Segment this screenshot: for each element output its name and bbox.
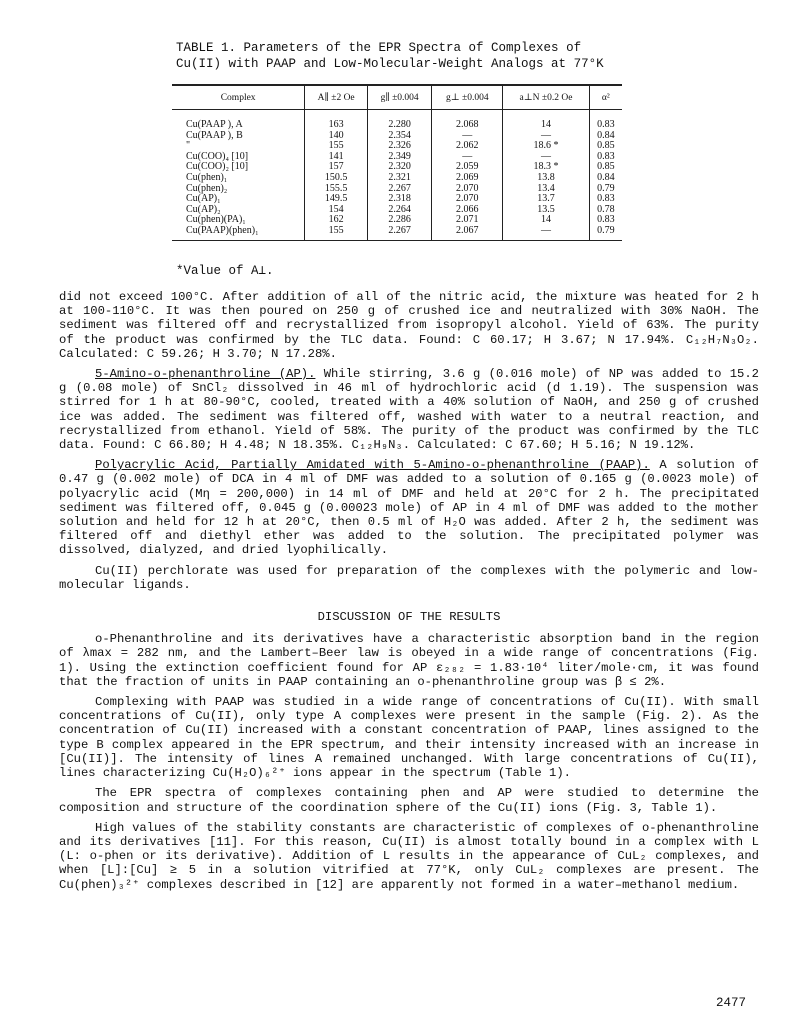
table-cell: 155 <box>305 141 368 152</box>
section-run-in-title: Polyacrylic Acid, Partially Amidated with 5-Amino-o-phenanthroline (PAAP). <box>95 458 650 473</box>
table-cell: 2.280 <box>367 110 431 131</box>
table-cell: 14 <box>503 215 589 226</box>
col-header-g-parallel: g∥ ±0.004 <box>367 85 431 110</box>
table-cell: 14 <box>503 110 589 131</box>
table-cell: 0.84 <box>589 131 622 142</box>
table-cell: — <box>432 131 503 142</box>
paragraph-ap-synthesis <box>59 367 759 452</box>
table-cell: Cu(COO)₄ [10] <box>186 150 249 162</box>
table-cell: 0.79 <box>589 226 622 240</box>
col-header-a-parallel: A∥ ±2 Oe <box>305 85 368 110</box>
table-cell: 0.84 <box>589 173 622 184</box>
col-header-alpha: α² <box>589 85 622 110</box>
table-cell: 13.5 <box>503 205 589 216</box>
paragraph: Complexing with PAAP was studied in a wide range of concentrations of Cu(II). With small concentrations of Cu(II), only type A complexes were present in the sample (Fig. 2). As the concentration of Cu(II) increased with a constant concentration of PAAP, lines assigned to the type B complex appeared in the EPR spectrum, and their intensity increased with an increase in [Cu(II)]. The intensity of lines A remained unchanged. With large concentrations of Cu(II), lines characterizing Cu(H₂O)₆²⁺ ions appear in the spectrum (Table 1). <box>59 695 759 781</box>
table-cell: 155.5 <box>305 184 368 195</box>
table-cell: 13.8 <box>503 173 589 184</box>
table-cell: Cu(PAAP ), A <box>186 119 243 130</box>
table-cell: 2.066 <box>432 205 503 216</box>
table-cell: 13.7 <box>503 194 589 205</box>
table-cell: Cu(PAAP ), B <box>186 129 243 141</box>
table-cell: Cu(phen)₂ <box>186 182 228 194</box>
table-cell: 141 <box>305 152 368 163</box>
table-footnote: *Value of A⊥. <box>176 264 274 278</box>
table-cell: 0.79 <box>589 184 622 195</box>
paragraph: The EPR spectra of complexes containing phen and AP were studied to determine the composition and structure of the coordination sphere of the Cu(II) ions (Fig. 3, Table 1). <box>59 786 759 815</box>
table-cell: 2.354 <box>367 131 431 142</box>
table-cell: 149.5 <box>305 194 368 205</box>
table-cell: 162 <box>305 215 368 226</box>
table-cell: Cu(phen)₁ <box>186 171 228 183</box>
table-body <box>172 110 622 241</box>
section-run-in-title: 5-Amino-o-phenanthroline (AP). <box>95 367 316 382</box>
table-cell: 2.318 <box>367 194 431 205</box>
table-cell: 2.070 <box>432 194 503 205</box>
table-caption: TABLE 1. Parameters of the EPR Spectra of Complexes of Cu(II) with PAAP and Low-Molecular-Weight Analogs at 77°K <box>176 41 604 71</box>
table-row <box>172 226 622 240</box>
table-cell: Cu(phen)(PA)₁ <box>186 214 246 226</box>
table-cell: 18.3 * <box>503 162 589 173</box>
col-header-g-perp: g⊥ ±0.004 <box>432 85 503 110</box>
paragraph-paap-synthesis <box>59 458 759 557</box>
table-cell: — <box>432 152 503 163</box>
table-cell: 140 <box>305 131 368 142</box>
col-header-a-n: a⊥N ±0.2 Oe <box>503 85 589 110</box>
table-cell: 2.286 <box>367 215 431 226</box>
table-cell: 18.6 * <box>503 141 589 152</box>
table-row <box>172 110 622 131</box>
table-cell: 0.83 <box>589 110 622 131</box>
paragraph-text: While stirring, 3.6 g (0.016 mole) of NP was added to 15.2 g (0.08 mole) of SnCl₂ dissolved in 46 ml of hydrochloric acid (d 1.19). The suspension was stirred for 1 h at 80-90°C, cooled, treated with a 40% solution of NaOH, and 250 g of crushed ice was added. The sediment was filtered off, washed with water to a neutral reaction, and recrystallized from ethanol. Yield of 58%. The purity of the product was confirmed by the TLC data. Found: C 66.80; H 4.48; N 18.35%. C₁₂H₉N₃. Calculated: C 67.60; H 5.16; N 19.12%. <box>59 367 759 453</box>
page-number: 2477 <box>716 996 747 1010</box>
col-header-complex: Complex <box>172 85 305 110</box>
table-cell: — <box>503 131 589 142</box>
table-cell: Cu(PAAP)(phen)₁ <box>172 226 305 240</box>
table-cell: 2.071 <box>432 215 503 226</box>
table-cell: 0.83 <box>589 215 622 226</box>
table-cell: 150.5 <box>305 173 368 184</box>
table-cell: 0.85 <box>589 141 622 152</box>
table-cell: 0.85 <box>589 162 622 173</box>
table-cell: 2.067 <box>432 226 503 240</box>
table-row <box>172 173 622 184</box>
section-heading: DISCUSSION OF THE RESULTS <box>317 610 501 625</box>
table-cell: 2.068 <box>432 110 503 131</box>
table-cell: 0.83 <box>589 194 622 205</box>
paragraph-text: A solution of 0.47 g (0.002 mole) of DCA in 4 ml of DMF was added to a solution of 0.165 g (0.0023 mole) of polyacrylic acid (Mη = 200,000) in 14 ml of DMF and held at 20°C for 2 h. The precipitated sediment was filtered off, 0.045 g (0.00023 mole) of AP in 4 ml of DMF was added to the mother solution and held for 12 h at 20°C, then 0.5 ml of H₂O was added. After 2 h, the sediment was filtered off and diethyl ether was added to the solution. The precipitated polymer was dissolved, dialyzed, and dried lyophilically. <box>59 458 759 558</box>
table-cell: " <box>186 140 191 152</box>
table-cell: 2.320 <box>367 162 431 173</box>
table-cell: Cu(AP)₁ <box>186 193 221 205</box>
table-cell: — <box>503 152 589 163</box>
table-cell: 13.4 <box>503 184 589 195</box>
table-cell: 2.069 <box>432 173 503 184</box>
table-cell: 2.264 <box>367 205 431 216</box>
table-cell: 2.267 <box>367 226 431 240</box>
epr-parameters-table <box>172 84 622 241</box>
table-cell: 2.321 <box>367 173 431 184</box>
table-cell: 2.267 <box>367 184 431 195</box>
paragraph: Cu(II) perchlorate was used for preparation of the complexes with the polymeric and low-molecular ligands. <box>59 563 759 592</box>
table-cell: — <box>503 226 589 240</box>
table-cell: 2.062 <box>432 141 503 152</box>
table-cell: 0.78 <box>589 205 622 216</box>
table-cell: 2.326 <box>367 141 431 152</box>
paragraph: o-Phenanthroline and its derivatives have a characteristic absorption band in the region of λmax = 282 nm, and the Lambert–Beer law is obeyed in a wide range of concentrations (Fig. 1). Using the extinction coefficient found for AP ε₂₈₂ = 1.83·10⁴ liter/mole·cm, it was found that the fraction of units in PAAP containing an o-phenanthroline group was β ≤ 2%. <box>59 632 759 689</box>
table-cell: 2.349 <box>367 152 431 163</box>
paragraph: did not exceed 100°C. After addition of all of the nitric acid, the mixture was heated for 2 h at 100-110°C. It was then poured on 250 g of crushed ice and neutralized with 30% NaOH. The sediment was filtered off and recrystallized from isopropyl alcohol. Yield of 63%. The purity of the product was confirmed by the TLC data. Found: C 60.17; H 3.67; N 17.94%. C₁₂H₇N₃O₂. Calculated: C 59.26; H 3.70; N 17.28%. <box>59 290 759 361</box>
table-cell: Cu(AP)₂ <box>186 203 221 215</box>
table-cell: 2.070 <box>432 184 503 195</box>
table-cell: 2.059 <box>432 162 503 173</box>
table-cell: Cu(COO)₂ [10] <box>186 161 249 173</box>
table-cell: 154 <box>305 205 368 216</box>
table-cell: 0.83 <box>589 152 622 163</box>
paragraph: High values of the stability constants are characteristic of complexes of o-phenanthroline and its derivatives [11]. For this reason, Cu(II) is almost totally bound in a complex with L (L: o-phen or its derivative). Addition of L results in the appearance of CuL₂ complexes, and when [L]:[Cu] ≥ 5 in a solution vitrified at 77°K, only CuL₂ complexes are present. The Cu(phen)₃²⁺ complexes described in [12] are apparently not formed in a water–methanol medium. <box>59 820 759 892</box>
table-cell: 155 <box>305 226 368 240</box>
table-cell: 157 <box>305 162 368 173</box>
table-header-row <box>172 85 622 110</box>
body-text <box>59 290 759 898</box>
table-cell: 163 <box>305 110 368 131</box>
